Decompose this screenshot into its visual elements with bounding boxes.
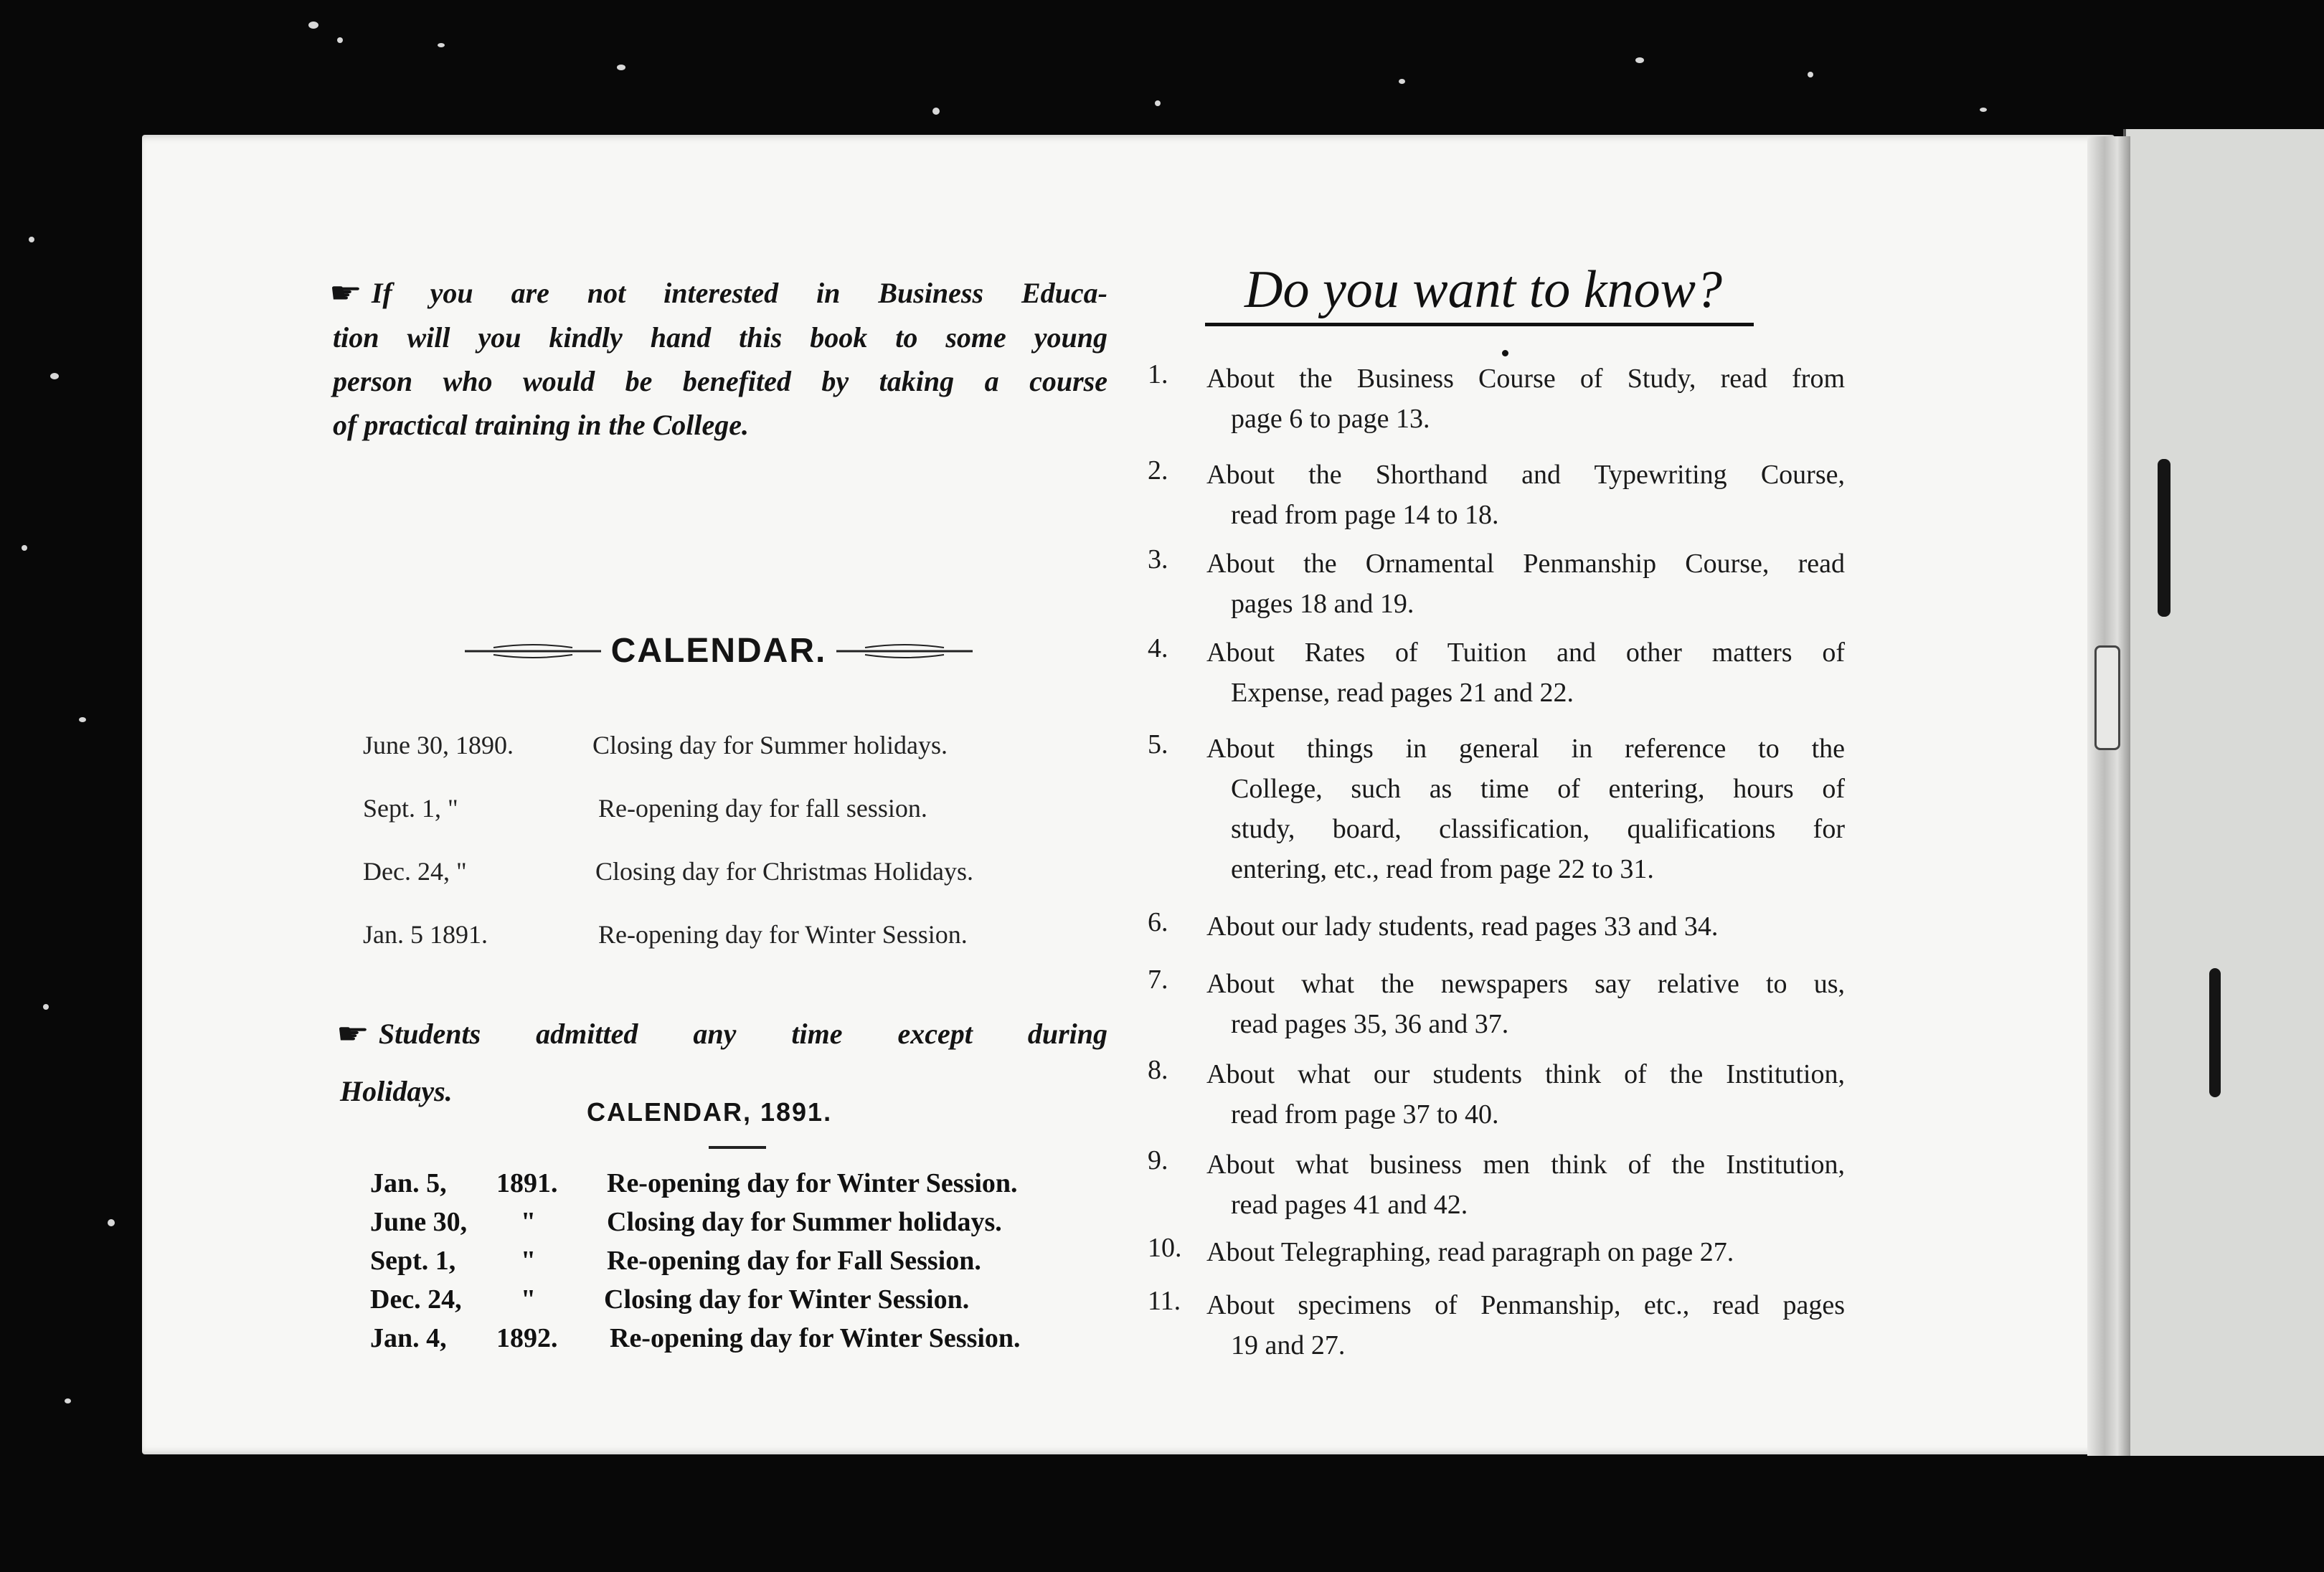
item-number: 5. xyxy=(1148,729,1168,759)
ornament-right xyxy=(836,643,973,659)
calendar-date: June 30, xyxy=(370,1207,468,1237)
pointing-hand-icon: ☛ xyxy=(329,277,363,310)
calendar-date: Jan. 4, xyxy=(370,1323,447,1353)
calendar-date: Sept. 1, xyxy=(370,1246,456,1276)
item-line: entering, etc., read from page 22 to 31. xyxy=(1231,854,1654,884)
item-number: 8. xyxy=(1148,1055,1168,1085)
page-binding xyxy=(2087,136,2130,1456)
title-underline xyxy=(1205,323,1754,326)
calendar-heading xyxy=(439,631,998,671)
calendar-event: Re-opening day for Winter Session. xyxy=(607,1168,1018,1198)
item-number: 3. xyxy=(1148,544,1168,574)
item-line: study, board, classification, qualifications for xyxy=(1231,814,1845,844)
calendar-year: " xyxy=(521,1246,537,1276)
item-line: read pages 41 and 42. xyxy=(1231,1190,1468,1220)
item-line: 19 and 27. xyxy=(1231,1330,1346,1360)
item-line: About the Shorthand and Typewriting Course, xyxy=(1206,460,1845,490)
calendar-title: CALENDAR. xyxy=(610,632,827,670)
calendar-event: Re-opening day for Winter Session. xyxy=(598,920,968,949)
pointing-hand-icon: ☛ xyxy=(336,1018,370,1051)
item-line: About Rates of Tuition and other matters of xyxy=(1206,638,1845,668)
item-line: page 6 to page 13. xyxy=(1231,404,1430,434)
item-line: read from page 14 to 18. xyxy=(1231,500,1499,530)
calendar-event: Re-opening day for Winter Session. xyxy=(610,1323,1021,1353)
calendar-event: Closing day for Summer holidays. xyxy=(592,731,948,759)
calendar-event: Closing day for Christmas Holidays. xyxy=(595,857,973,886)
item-number: 4. xyxy=(1148,633,1168,663)
students-note-line: Holidays. xyxy=(340,1075,453,1107)
item-line: About what the newspapers say relative to us, xyxy=(1206,969,1845,999)
item-line: About things in general in reference to the xyxy=(1206,734,1845,764)
know-title: Do you want to know? xyxy=(1244,260,1722,319)
notice-paragraph xyxy=(329,271,1107,447)
ornament-left xyxy=(465,643,601,659)
calendar-year: " xyxy=(521,1284,537,1315)
calendar-date: Jan. 5 1891. xyxy=(363,920,488,949)
calendar-year: " xyxy=(521,1207,537,1237)
item-line: About what our students think of the Institution, xyxy=(1206,1059,1845,1089)
item-line: About Telegraphing, read paragraph on page 27. xyxy=(1206,1237,1734,1267)
students-note-line: Students admitted any time except during xyxy=(378,1018,1107,1050)
item-number: 7. xyxy=(1148,965,1168,995)
notice-line: of practical training in the College. xyxy=(333,409,750,441)
title-dot xyxy=(1502,350,1508,356)
adjacent-page xyxy=(2123,129,2324,1456)
item-line: About our lady students, read pages 33 and 34. xyxy=(1206,912,1719,942)
calendar-date: June 30, 1890. xyxy=(363,731,514,759)
item-line: About what business men think of the Institution, xyxy=(1206,1150,1845,1180)
item-number: 2. xyxy=(1148,455,1168,486)
item-line: read pages 35, 36 and 37. xyxy=(1231,1009,1509,1039)
item-line: About the Ornamental Penmanship Course, read xyxy=(1206,549,1845,579)
calendar-date: Sept. 1, " xyxy=(363,794,458,823)
item-number: 1. xyxy=(1148,359,1168,389)
notice-line: tion will you kindly hand this book to some young xyxy=(333,321,1107,354)
calendar-year: 1891. xyxy=(496,1168,558,1198)
calendar-1891-heading: CALENDAR, 1891. xyxy=(587,1097,833,1127)
calendar-event: Re-opening day for fall session. xyxy=(598,794,927,823)
binding-clip xyxy=(2094,645,2120,750)
item-number: 10. xyxy=(1148,1233,1182,1263)
calendar-event: Re-opening day for Fall Session. xyxy=(607,1246,981,1276)
item-number: 6. xyxy=(1148,907,1168,937)
binding-stitch xyxy=(2209,968,2221,1097)
calendar-date: Jan. 5, xyxy=(370,1168,447,1198)
notice-line: If you are not interested in Business Educa- xyxy=(371,277,1107,309)
calendar-event: Closing day for Summer holidays. xyxy=(607,1207,1002,1237)
item-number: 11. xyxy=(1148,1286,1181,1316)
binding-stitch xyxy=(2158,459,2171,617)
item-line: About specimens of Penmanship, etc., read pages xyxy=(1206,1290,1845,1320)
item-line: Expense, read pages 21 and 22. xyxy=(1231,678,1574,708)
item-line: pages 18 and 19. xyxy=(1231,589,1414,619)
calendar-date: Dec. 24, " xyxy=(363,857,467,886)
heading-rule xyxy=(709,1146,766,1149)
calendar-date: Dec. 24, xyxy=(370,1284,462,1315)
item-line: read from page 37 to 40. xyxy=(1231,1099,1499,1130)
item-line: About the Business Course of Study, read from xyxy=(1206,364,1845,394)
calendar-event: Closing day for Winter Session. xyxy=(604,1284,970,1315)
item-number: 9. xyxy=(1148,1145,1168,1175)
calendar-year: 1892. xyxy=(496,1323,558,1353)
item-line: College, such as time of entering, hours of xyxy=(1231,774,1845,804)
notice-line: person who would be benefited by taking a course xyxy=(333,365,1107,397)
